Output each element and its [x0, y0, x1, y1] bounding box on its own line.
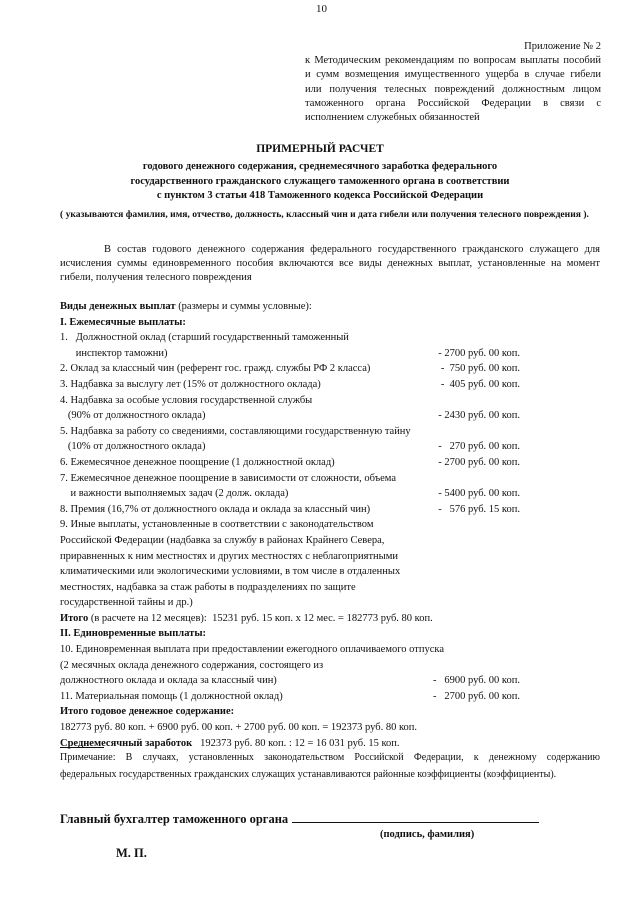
row-amount: - 2700 руб. 00 коп.	[438, 347, 520, 359]
row-text: приравненных к ним местностях и других местностях с неблагоприятными	[60, 550, 398, 562]
signature-line	[292, 812, 539, 823]
row-amount: - 2700 руб. 00 коп.	[438, 456, 520, 468]
list-row	[60, 393, 520, 409]
list-row	[60, 299, 520, 315]
row-bold-label: Итого	[60, 612, 89, 624]
row-text: 182773 руб. 80 коп. + 6900 руб. 00 коп. + 2700 руб. 00 коп. = 192373 руб. 80 коп.	[60, 722, 418, 734]
signature-block	[60, 812, 539, 827]
list-row	[60, 315, 520, 331]
appendix-line: или получения телесных повреждений должностным лицом	[305, 83, 601, 95]
row-amount: - 750 руб. 00 коп.	[440, 363, 520, 375]
document-subtitle	[0, 160, 640, 204]
list-row	[60, 580, 520, 596]
list-row	[60, 377, 520, 393]
note	[60, 749, 600, 783]
row-text: 3. Надбавка за выслугу лет (15% от должностного оклада)	[60, 378, 321, 390]
list-row	[60, 471, 520, 487]
row-bold-label: II. Единовременные выплаты:	[60, 628, 207, 640]
list-row	[60, 611, 520, 627]
note-line: Примечание: В случаях, установленных законодательством Российской Федерации, к денежному содержанию	[60, 752, 600, 763]
instruction-note: ( указываются фамилия, имя, отчество, должность, классный чин и дата гибели или получения телесного повреждения ).	[60, 209, 589, 220]
row-text: климатическими или экологическими условиями, в том числе в отдаленных	[60, 566, 401, 578]
row-text: 1. Должностной оклад (старший государственный таможенный	[60, 332, 349, 344]
row-text: 9. Иные выплаты, установленные в соответствии с законодательством	[60, 519, 374, 531]
row-text: 10. Единовременная выплата при предоставлении ежегодного оплачиваемого отпуска	[60, 644, 444, 656]
intro-text: В состав годового денежного содержания федерального государственного гражданского служащего для исчисления суммы единовременного пособия включаются все виды денежных выплат, установленные на момент гибели, получения телесного повреждения	[60, 244, 600, 284]
stamp-place: М. П.	[116, 846, 147, 860]
list-row	[60, 346, 520, 362]
list-row	[60, 673, 520, 689]
list-row	[60, 704, 520, 720]
row-amount: - 2430 руб. 00 коп.	[438, 410, 520, 422]
row-text: 8. Премия (16,7% от должностного оклада и оклада за классный чин)	[60, 503, 371, 515]
row-amount: - 405 руб. 00 коп.	[440, 378, 520, 390]
appendix-line: таможенного органа Российской Федерации в связи с	[305, 97, 601, 109]
list-row	[60, 626, 520, 642]
row-text: 11. Материальная помощь (1 должностной оклад)	[60, 690, 283, 702]
row-amount: - 576 руб. 15 коп.	[438, 503, 520, 515]
list-row	[60, 517, 520, 533]
row-amount: - 6900 руб. 00 коп.	[433, 675, 520, 687]
list-row	[60, 408, 520, 424]
row-text: 6. Ежемесячное денежное поощрение (1 должностной оклад)	[60, 456, 335, 468]
row-text: местностях, надбавка за стаж работы в подразделениях по защите	[60, 581, 356, 593]
row-text: инспектор таможни)	[60, 347, 168, 359]
list-row	[60, 439, 520, 455]
list-row	[60, 549, 520, 565]
list-row	[60, 595, 520, 611]
appendix-header	[305, 40, 601, 125]
row-text: (размеры и суммы условные):	[175, 301, 312, 312]
row-text: (90% от должностного оклада)	[60, 410, 206, 422]
row-text: 2. Оклад за классный чин (референт гос. гражд. службы РФ 2 класса)	[60, 363, 371, 375]
row-text: (в расчете на 12 месяцев): 15231 руб. 15 коп. х 12 мес. = 182773 руб. 80 коп.	[88, 612, 433, 624]
row-amount: - 270 руб. 00 коп.	[438, 441, 520, 453]
row-text: должностного оклада и оклада за классный чин)	[60, 675, 277, 687]
row-amount: - 2700 руб. 00 коп.	[433, 690, 520, 702]
row-bold-label: Итого годовое денежное содержание:	[60, 706, 235, 718]
document-title: ПРИМЕРНЫЙ РАСЧЕТ	[256, 143, 384, 155]
list-row	[60, 642, 520, 658]
row-text: 5. Надбавка за работу со сведениями, составляющими государственную тайну	[60, 425, 411, 437]
row-text: и важности выполняемых задач (2 долж. оклада)	[60, 488, 289, 500]
subtitle-line: с пунктом 3 статьи 418 Таможенного кодекса Российской Федерации	[156, 190, 484, 201]
appendix-line: исполнением служебных обязанностей	[305, 112, 480, 124]
row-bold-label: Виды денежных выплат	[60, 301, 176, 312]
row-text: (2 месячных оклада денежного содержания, состоящего из	[60, 659, 324, 671]
list-row	[60, 502, 520, 518]
list-row	[60, 486, 520, 502]
list-row	[60, 424, 520, 440]
page-number: 10	[316, 3, 327, 15]
appendix-line: и сумм возмещения имущественного ущерба в случае гибели	[305, 69, 601, 81]
signature-caption: (подпись, фамилия)	[380, 829, 475, 840]
list-row	[60, 720, 520, 736]
list-row	[60, 533, 520, 549]
intro-paragraph	[60, 243, 600, 286]
appendix-line: к Методическим рекомендациям по вопросам выплаты пособий	[305, 55, 601, 67]
note-line: федеральных государственных гражданских служащих устанавливаются районные коэффициенты (коэффициенты).	[60, 769, 557, 780]
row-text: Российской Федерации (надбавка за службу в районах Крайнего Севера,	[60, 534, 385, 546]
payments-list	[60, 299, 520, 751]
list-row	[60, 689, 520, 705]
row-bold-label: Среднемесячный заработок	[60, 737, 193, 749]
list-row	[60, 330, 520, 346]
appendix-label: Приложение № 2	[524, 41, 601, 52]
list-row	[60, 455, 520, 471]
list-row	[60, 658, 520, 674]
subtitle-line: годового денежного содержания, среднемесячного заработка федерального	[142, 161, 498, 172]
row-text: (10% от должностного оклада)	[60, 441, 206, 453]
row-text: 7. Ежемесячное денежное поощрение в зависимости от сложности, объема	[60, 472, 397, 484]
list-row	[60, 361, 520, 377]
row-text: 192373 руб. 80 коп. : 12 = 16 031 руб. 15 коп.	[192, 737, 400, 749]
row-text: 4. Надбавка за особые условия государственной службы	[60, 394, 313, 406]
list-row	[60, 564, 520, 580]
row-text: государственной тайны и др.)	[60, 597, 193, 609]
subtitle-line: государственного гражданского служащего таможенного органа в соответствии	[130, 175, 510, 187]
row-amount: - 5400 руб. 00 коп.	[438, 488, 520, 500]
signature-label: Главный бухгалтер таможенного органа	[60, 812, 289, 826]
footnote-divider	[60, 747, 104, 748]
row-bold-label: I. Ежемесячные выплаты:	[60, 316, 186, 328]
